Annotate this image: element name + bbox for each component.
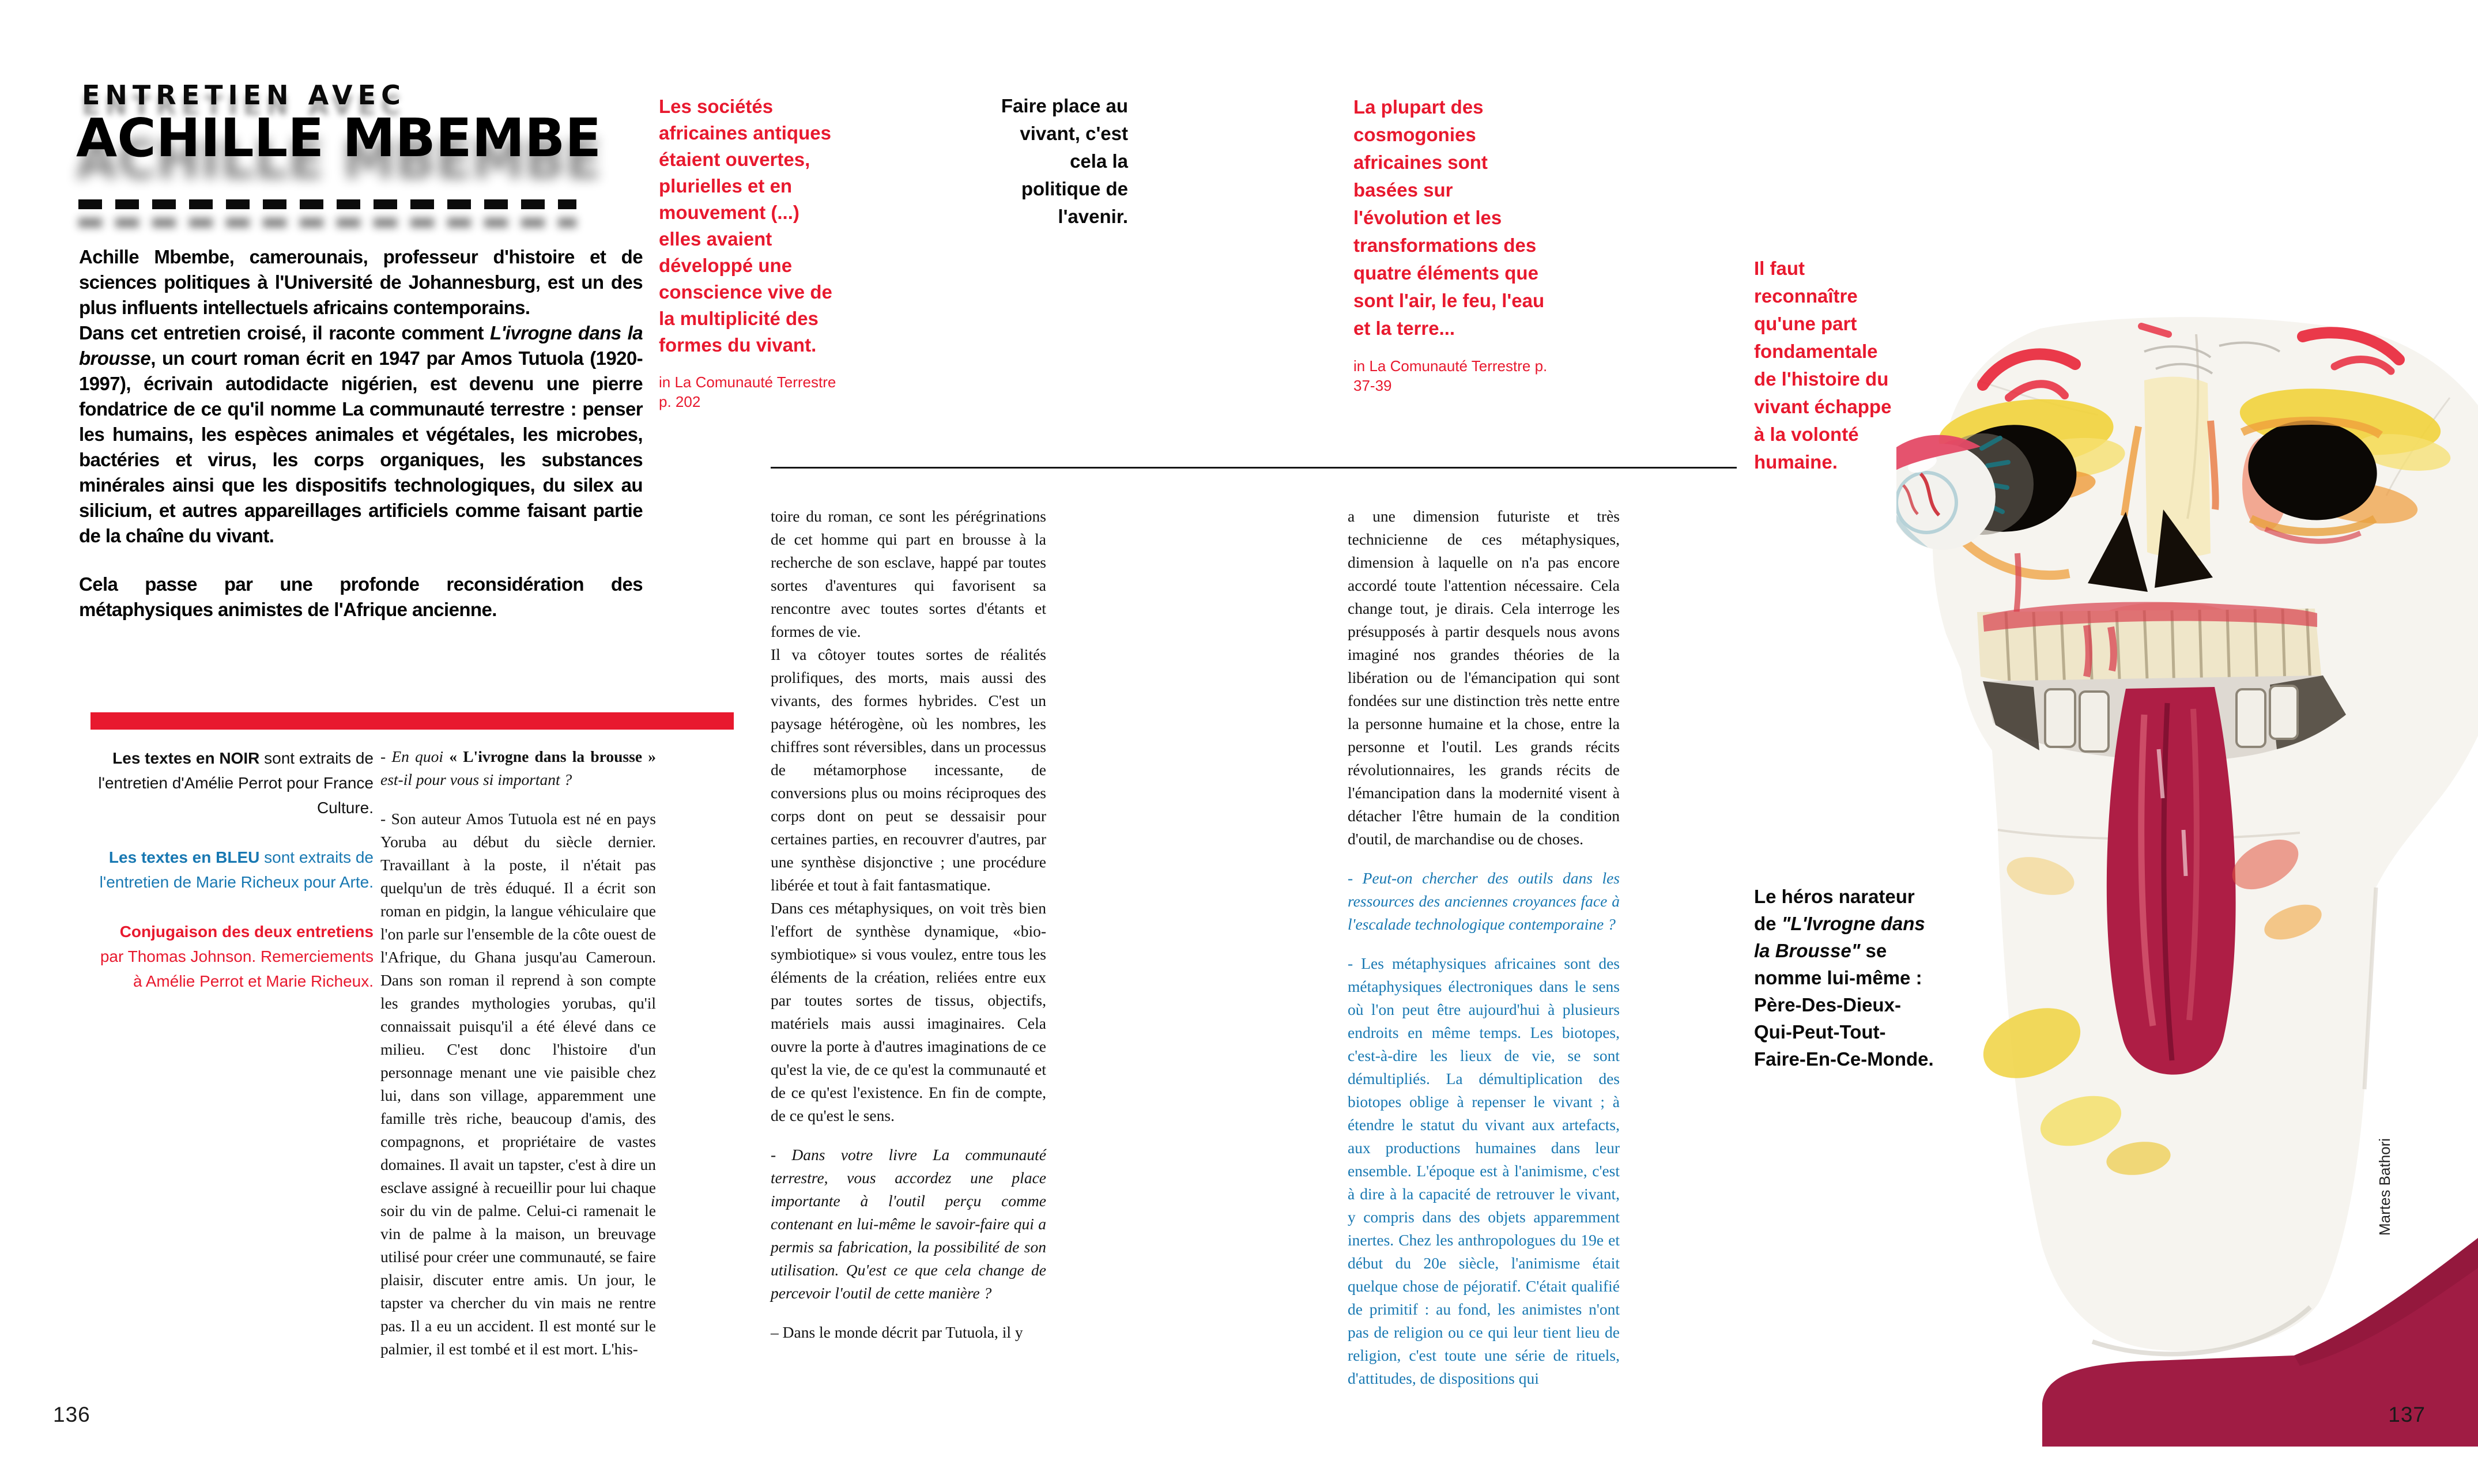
dashed-rule [78, 199, 576, 209]
skull-mask-artwork [1896, 311, 2478, 1447]
kicker: ENTRETIEN AVEC [82, 80, 406, 111]
intro-block [79, 244, 643, 622]
pull-quote-3: Il faut reconnaître qu'une part fondamentale de l'histoire du vivant échappe à la volonté humaine. [1754, 258, 1892, 473]
answer-continued-4: a une dimension futuriste et très technicienne de ces métaphysiques, dimension à laquelle on n'a pas encore accordé toute l'attention nécessaire. Cela change tout, je dirais. Cela interroge les présupposés à partir desquels nous avons imaginé nos grandes théories de la libération ou de l'émancipation qui sont fondées sur une distinction très nette entre la personne humaine et la chose, entre la personne et l'outil. Les grands récits révolutionnaires, les grands récits de l'émancipation dans la modernité visent à détacher l'être humain de la condition d'outil, de marchandise ou de choses. [1348, 507, 1620, 848]
page-number-left: 136 [53, 1403, 90, 1426]
answer-continued-2: Il va côtoyer toutes sortes de réalités prolifiques, des morts, mais aussi des vivants, des formes hybrides. C'est un paysage hétérogène, où les nombres, les chiffres sont réversibles, dans un processus de métamorphose incessante, de conversions plus ou moins réciproques des corps dont on peut se dessaisir pour certaines parties, en recouvrer d'autres, par une synthèse disjonctive ; une procédure libérée et tout à fait fantasmatique. [771, 645, 1046, 894]
pull-quote-1 [659, 93, 844, 411]
hero-name-note: Le héros narateur de "L'Ivrogne dans la Brousse" se nomme lui-même : Père-Des-Dieux-Qui-Peut-Tout-Faire-En-Ce-Monde. [1754, 886, 1934, 1070]
body-column-3 [1348, 505, 1620, 1390]
photo-credit: Martes Bathori [2376, 1138, 2393, 1236]
intro-para-3: Cela passe par une profonde reconsidération des métaphysiques animistes de l'Afrique ancienne. [79, 573, 643, 620]
legend-note-black: Les textes en NOIR sont extraits de l'entretien d'Amélie Perrot pour France Culture. [98, 749, 374, 817]
interview-answer-3: - Les métaphysiques africaines sont des métaphysiques électroniques dans le sens où l'on peut être aujourd'hui à plusieurs endroits en même temps. Les biotopes, c'est-à-dire les lieux de vie, se sont démultipliés. La démultiplication des biotopes oblige à repenser le vivant ; à étendre le statut du vivant aux artefacts, aux productions humaines dans leur ensemble. L'époque est à l'animisme, c'est à dire à la capacité de retrouver le vivant, y compris dans des objets apparemment inertes. Chez les anthropologues du 19e et début du 20e siècle, l'animisme était quelque chose de péjoratif. C'était qualifié de primitif : au fond, les animistes n'ont pas de religion ou ce qui leur tient lieu de religion, c'est toute une série de rituels, d'attitudes, de dispositions qui [1348, 954, 1620, 1387]
red-divider-bar [90, 712, 734, 730]
interview-answer-1: - Son auteur Amos Tutuola est né en pays Yoruba au début du siècle dernier. Travaillant à la poste, il n'était pas quelqu'un de très éduqué. Il a écrit son roman en pidgin, la langue véhiculaire que l'on parle sur l'ensemble de la côte ouest de l'Afrique, du Ghana jusqu'au Cameroun. Dans son roman il reprend à son compte les grandes mythologies yorubas, qu'il connaissait puisqu'il a été élevé dans ce milieu. C'est donc l'histoire d'un personnage menant une vie paisible chez lui, dans son village, apparemment une famille très riche, beaucoup d'amis, des compagnons, et propriétaire de vastes domaines. Il avait un tapster, c'est à dire un esclave assigné à recueillir pour lui chaque soir du vin de palme. Celui-ci ramenait le vin de palme à la maison, un breuvage utilisé pour créer une communauté, se faire plaisir, discuter entre amis. Un jour, le tapster va chercher du vin mais ne rentre pas. Il a eu un accident. Il est monté sur le palmier, il est tombé et il est mort. L'his- [380, 810, 656, 1358]
pull-quote-1-source: in La Comunauté Terrestre p. 202 [659, 373, 836, 410]
pull-quote-2-text: La plupart des cosmogonies africaines sont basées sur l'évolution et les transformations des quatre éléments que sont l'air, le feu, l'eau et la terre... [1353, 96, 1545, 339]
page-number-right: 137 [2388, 1403, 2426, 1426]
interview-question-3: - Peut-on chercher des outils dans les ressources des anciennes croyances face à l'escalade technologique contemporaine ? [1348, 869, 1620, 933]
page-title: ACHILLE MBEMBE [76, 107, 602, 169]
column-top-rule [771, 467, 1737, 469]
pull-quote-2-source: in La Comunauté Terrestre p. 37-39 [1353, 357, 1548, 394]
dashed-rule-shadow [78, 218, 576, 228]
intro-para-1: Achille Mbembe, camerounais, professeur d'histoire et de sciences politiques à l'Université de Johannesburg, est un des plus influents intellectuels africains contemporains. [79, 246, 643, 318]
interview-answer-2-lead: – Dans le monde décrit par Tutuola, il y [771, 1323, 1023, 1341]
legend-note-blue: Les textes en BLEU sont extraits de l'entretien de Marie Richeux pour Arte. [99, 848, 374, 891]
interview-question-1: - En quoi « L'ivrogne dans la brousse » est-il pour vous si important ? [380, 747, 656, 788]
pull-quote-2 [1353, 93, 1552, 395]
tongue [2107, 687, 2236, 1075]
answer-continued-1: toire du roman, ce sont les pérégrinations de cet homme qui part en brousse à la recherche de son esclave, happé par toutes sortes d'aventures qui favorisent sa rencontre avec toutes sortes d'étants et formes de vie. [771, 507, 1046, 640]
interview-question-2: - Dans votre livre La communauté terrestre, vous accordez une place importante à l'outil perçu comme contenant en lui-même le savoir-faire qui a permis sa fabrication, la possibilité de son utilisation. Qu'est ce que cela change de percevoir l'outil de cette manière ? [771, 1146, 1046, 1302]
answer-continued-3: Dans ces métaphysiques, on voit très bien l'effort de synthèse dynamique, «bio-symbiotique» si vous voulez, entre tous les éléments de la création, reliées entre eux par toutes sortes de tissus, objectifs, matériels mais aussi imaginaires. Cela ouvre la porte à d'autres imaginations de ce qu'est la vie, de ce qu'est la communauté et de ce qu'est l'existence. En fin de compte, de ce qu'est le sens. [771, 899, 1046, 1124]
legend-note-red: Conjugaison des deux entretiens par Thomas Johnson. Remerciements à Amélie Perrot et Marie Richeux. [100, 923, 374, 990]
black-quote: Faire place au vivant, c'est cela la politique de l'avenir. [1001, 95, 1128, 227]
body-column-1 [380, 745, 656, 1361]
pull-quote-1-text: Les sociétés africaines antiques étaient ouvertes, plurielles et en mouvement (...) elles avaient développé une conscience vive de la multiplicité des formes du vivant. [659, 96, 832, 356]
intro-para-2: Dans cet entretien croisé, il raconte comment L'ivrogne dans la brousse, un court roman écrit en 1947 par Amos Tutuola (1920-1997), écrivain autodidacte nigérien, est devenu une pierre fondatrice de ce qu'il nomme La communauté terrestre : penser les humains, les espèces animales et végétales, les microbes, bactéries et virus, les corps organiques, les substances minérales ainsi que les dispositifs technologiques, du silex au silicium, et autres appareillages artificiels comme faisant partie de la chaîne du vivant. [79, 322, 643, 546]
legend-notes [92, 746, 374, 1018]
body-column-2 [771, 505, 1046, 1344]
